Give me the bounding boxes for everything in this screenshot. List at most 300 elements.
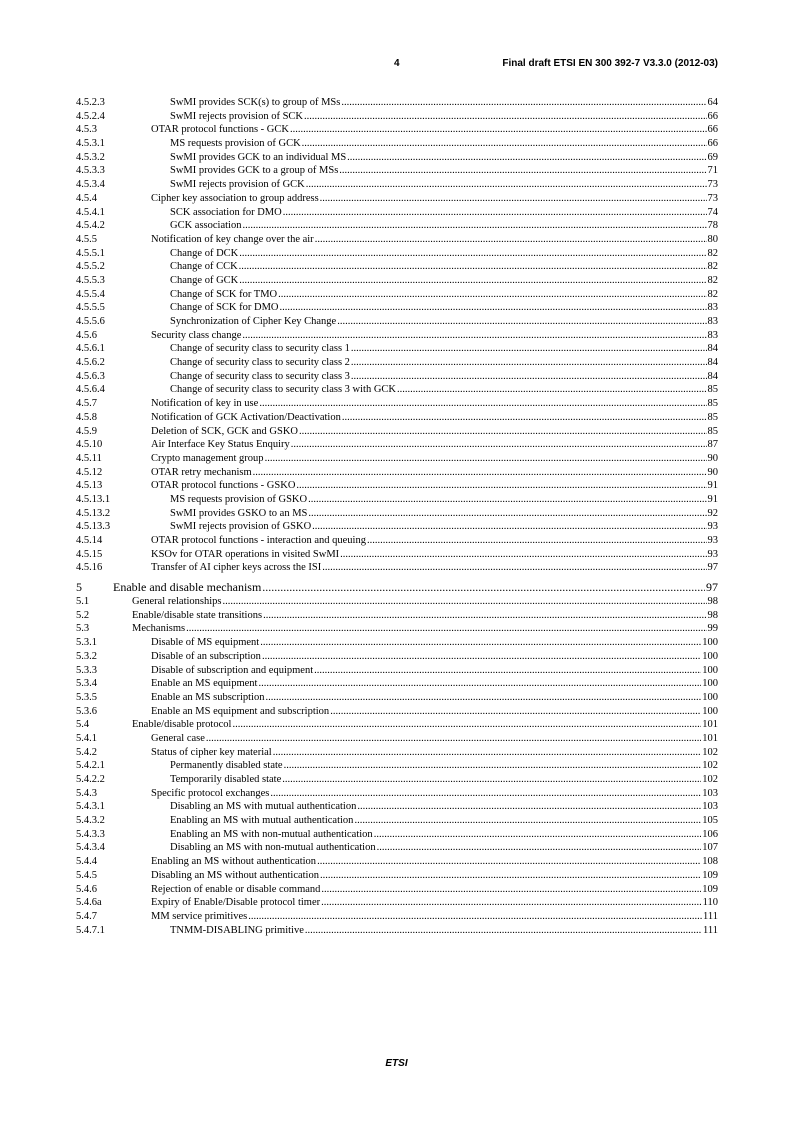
toc-entry[interactable] bbox=[76, 650, 718, 664]
dot-leader bbox=[306, 178, 707, 192]
dot-leader bbox=[374, 828, 702, 842]
toc-entry-title: SwMI provides GSKO to an MS bbox=[170, 507, 308, 519]
toc-entry-line bbox=[151, 479, 718, 493]
toc-entry-page: 97 bbox=[707, 562, 718, 574]
toc-entry-line bbox=[170, 137, 718, 151]
toc-entry[interactable] bbox=[76, 438, 718, 452]
toc-entry[interactable] bbox=[76, 520, 718, 534]
toc-entry-number: 4.5.3.2 bbox=[76, 151, 105, 163]
toc-entry[interactable] bbox=[76, 746, 718, 760]
toc-entry-line bbox=[170, 924, 718, 938]
dot-leader bbox=[302, 137, 707, 151]
toc-entry-number: 4.5.8 bbox=[76, 411, 97, 423]
toc-entry[interactable] bbox=[76, 814, 718, 828]
toc-entry[interactable] bbox=[76, 896, 718, 910]
toc-entry-number: 4.5.3.3 bbox=[76, 165, 105, 177]
toc-entry-number: 4.5.6.1 bbox=[76, 343, 105, 355]
toc-entry-page: 103 bbox=[702, 801, 718, 813]
toc-entry-title: Notification of key change over the air bbox=[151, 233, 314, 245]
toc-entry-number: 5.4.3.1 bbox=[76, 801, 105, 813]
toc-entry[interactable] bbox=[76, 206, 718, 220]
toc-entry-line bbox=[170, 96, 718, 110]
toc-entry-title: Change of GCK bbox=[170, 274, 239, 286]
toc-entry-page: 102 bbox=[702, 760, 718, 772]
toc-entry-title: Permanently disabled state bbox=[170, 760, 283, 772]
document-title: Final draft ETSI EN 300 392-7 V3.3.0 (2012-03) bbox=[502, 58, 718, 69]
toc-entry-line bbox=[170, 356, 718, 370]
toc-entry-number: 5.4.6 bbox=[76, 883, 97, 895]
toc-entry[interactable] bbox=[76, 580, 718, 595]
toc-entry-page: 98 bbox=[707, 609, 718, 621]
toc-entry-title: Enabling an MS without authentication bbox=[151, 856, 317, 868]
toc-entry-line bbox=[151, 548, 718, 562]
toc-entry[interactable] bbox=[76, 479, 718, 493]
toc-entry-number: 5.3.5 bbox=[76, 691, 97, 703]
dot-leader bbox=[282, 773, 701, 787]
toc-entry-page: 111 bbox=[703, 910, 718, 922]
toc-entry-page: 82 bbox=[707, 261, 718, 273]
toc-entry-page: 100 bbox=[702, 650, 718, 662]
dot-leader bbox=[351, 356, 707, 370]
toc-entry-number: 5.1 bbox=[76, 596, 90, 608]
toc-entry-line bbox=[151, 691, 718, 705]
toc-entry-line bbox=[170, 260, 718, 274]
dot-leader bbox=[397, 383, 707, 397]
dot-leader bbox=[280, 301, 707, 315]
dot-leader bbox=[206, 732, 701, 746]
dot-leader bbox=[367, 534, 707, 548]
toc-entry[interactable] bbox=[76, 288, 718, 302]
toc-entry-number: 4.5.11 bbox=[76, 452, 102, 464]
dot-leader bbox=[339, 164, 706, 178]
toc-entry-line bbox=[170, 247, 718, 261]
toc-entry-title: Security class change bbox=[151, 329, 242, 341]
toc-entry[interactable] bbox=[76, 924, 718, 938]
toc-entry-page: 92 bbox=[707, 507, 718, 519]
dot-leader bbox=[186, 622, 706, 636]
toc-entry-page: 91 bbox=[707, 493, 718, 505]
dot-leader bbox=[304, 110, 707, 124]
toc-entry-number: 4.5.5.4 bbox=[76, 288, 105, 300]
dot-leader bbox=[291, 438, 707, 452]
toc-entry[interactable] bbox=[76, 595, 718, 609]
toc-entry-number: 5.2 bbox=[76, 609, 90, 621]
dot-leader bbox=[265, 691, 701, 705]
toc-entry-page: 85 bbox=[707, 398, 718, 410]
toc-entry[interactable] bbox=[76, 828, 718, 842]
toc-entry-page: 103 bbox=[702, 787, 718, 799]
toc-entry-page: 100 bbox=[702, 691, 718, 703]
dot-leader bbox=[330, 705, 701, 719]
toc-entry[interactable] bbox=[76, 677, 718, 691]
toc-entry[interactable] bbox=[76, 841, 718, 855]
toc-entry-number: 5.4.3.2 bbox=[76, 815, 105, 827]
toc-entry-line bbox=[151, 855, 718, 869]
toc-entry-page: 98 bbox=[707, 596, 718, 608]
toc-entry-line bbox=[132, 595, 718, 609]
toc-entry-page: 107 bbox=[702, 842, 718, 854]
toc-entry[interactable] bbox=[76, 192, 718, 206]
toc-entry[interactable] bbox=[76, 773, 718, 787]
toc-entry-page: 71 bbox=[707, 165, 718, 177]
toc-entry[interactable] bbox=[76, 466, 718, 480]
toc-entry[interactable] bbox=[76, 356, 718, 370]
dot-leader bbox=[377, 841, 702, 855]
toc-entry[interactable] bbox=[76, 233, 718, 247]
toc-entry[interactable] bbox=[76, 534, 718, 548]
toc-entry-page: 93 bbox=[707, 548, 718, 560]
toc-entry-number: 4.5.5.6 bbox=[76, 316, 105, 327]
dot-leader bbox=[317, 855, 701, 869]
toc-entry-title: SwMI provides GCK to an individual MS bbox=[170, 151, 347, 163]
toc-entry-line bbox=[170, 383, 718, 397]
toc-entry-line bbox=[170, 370, 718, 384]
toc-entry-line bbox=[170, 828, 718, 842]
toc-entry-title: Enable and disable mechanism bbox=[113, 580, 262, 595]
toc-entry[interactable] bbox=[76, 452, 718, 466]
toc-entry[interactable] bbox=[76, 342, 718, 356]
toc-entry-title: Expiry of Enable/Disable protocol timer bbox=[151, 897, 321, 909]
toc-entry-number: 4.5.12 bbox=[76, 466, 103, 478]
dot-leader bbox=[262, 650, 701, 664]
dot-leader bbox=[270, 787, 701, 801]
dot-leader bbox=[260, 636, 701, 650]
dot-leader bbox=[351, 342, 707, 356]
toc-entry-number: 5.4.2.2 bbox=[76, 774, 105, 785]
toc-entry[interactable] bbox=[76, 397, 718, 411]
toc-entry-page: 85 bbox=[707, 411, 718, 423]
toc-entry-number: 4.5.9 bbox=[76, 425, 97, 437]
toc-entry-page: 105 bbox=[702, 815, 718, 827]
toc-entry-page: 93 bbox=[707, 535, 718, 546]
toc-entry-title: Disable of subscription and equipment bbox=[151, 664, 314, 676]
toc-entry-page: 91 bbox=[707, 480, 718, 492]
dot-leader bbox=[232, 718, 701, 732]
toc-entry-number: 4.5.5.2 bbox=[76, 261, 105, 273]
toc-entry-number: 5.4.3 bbox=[76, 787, 97, 799]
dot-leader bbox=[239, 260, 707, 274]
dot-leader bbox=[290, 123, 707, 137]
toc-entry-number: 4.5.10 bbox=[76, 439, 103, 451]
toc-entry-line bbox=[151, 411, 718, 425]
toc-entry-page: 82 bbox=[707, 247, 718, 259]
toc-entry[interactable] bbox=[76, 96, 718, 110]
dot-leader bbox=[299, 425, 707, 439]
toc-entry-title: SwMI provides GCK to a group of MSs bbox=[170, 165, 339, 177]
toc-entry-line bbox=[151, 233, 718, 247]
toc-entry-line bbox=[151, 910, 718, 924]
toc-entry-number: 4.5.13.3 bbox=[76, 521, 111, 533]
dot-leader bbox=[315, 233, 707, 247]
toc-entry-line bbox=[151, 746, 718, 760]
toc-entry[interactable] bbox=[76, 561, 718, 575]
toc-entry-number: 5.3.3 bbox=[76, 664, 97, 676]
toc-entry-title: General case bbox=[151, 732, 205, 744]
toc-entry[interactable] bbox=[76, 718, 718, 732]
toc-entry-page: 84 bbox=[707, 370, 718, 382]
toc-entry[interactable] bbox=[76, 151, 718, 165]
dot-leader bbox=[242, 219, 706, 233]
toc-entry-title: Mechanisms bbox=[132, 623, 186, 635]
toc-entry-page: 82 bbox=[707, 288, 718, 300]
toc-entry[interactable] bbox=[76, 178, 718, 192]
toc-entry-number: 5.4.3.3 bbox=[76, 828, 105, 840]
toc-entry[interactable] bbox=[76, 883, 718, 897]
dot-leader bbox=[308, 493, 706, 507]
toc-entry-number: 5.4.6a bbox=[76, 897, 102, 909]
toc-entry-page: 110 bbox=[702, 897, 718, 909]
toc-entry-title: TNMM-DISABLING primitive bbox=[170, 924, 304, 936]
toc-entry-line bbox=[132, 718, 718, 732]
toc-entry-number: 4.5.6.2 bbox=[76, 357, 105, 369]
toc-entry-number: 5.3.2 bbox=[76, 650, 97, 662]
toc-entry-title: SwMI rejects provision of GSKO bbox=[170, 521, 312, 533]
toc-entry-title: OTAR protocol functions - GSKO bbox=[151, 480, 296, 492]
toc-entry-title: Disabling an MS without authentication bbox=[151, 869, 319, 881]
toc-entry-line bbox=[170, 493, 718, 507]
toc-entry-number: 5.4.4 bbox=[76, 856, 97, 868]
toc-entry[interactable] bbox=[76, 493, 718, 507]
toc-entry-page: 66 bbox=[707, 138, 718, 150]
toc-entry-line bbox=[170, 759, 718, 773]
toc-entry-page: 102 bbox=[702, 746, 718, 758]
toc-entry-page: 84 bbox=[707, 357, 718, 369]
dot-leader bbox=[308, 507, 706, 521]
toc-entry-number: 4.5.3.4 bbox=[76, 179, 105, 191]
toc-entry-number: 4.5.4.1 bbox=[76, 206, 105, 218]
toc-entry-number: 4.5.4 bbox=[76, 192, 97, 204]
toc-entry-line bbox=[151, 732, 718, 746]
toc-entry-line bbox=[151, 664, 718, 678]
toc-entry[interactable] bbox=[76, 219, 718, 233]
toc-entry-page: 93 bbox=[707, 521, 718, 533]
toc-entry-title: SwMI rejects provision of GCK bbox=[170, 179, 305, 191]
toc-entry[interactable] bbox=[76, 247, 718, 261]
toc-entry-number: 5.3 bbox=[76, 623, 90, 635]
toc-entry-page: 69 bbox=[707, 151, 718, 163]
toc-entry-title: MS requests provision of GCK bbox=[170, 138, 301, 150]
dot-leader bbox=[273, 746, 702, 760]
toc-entry[interactable] bbox=[76, 370, 718, 384]
toc-entry-number: 5.3.4 bbox=[76, 678, 97, 690]
toc-entry-number: 4.5.13.1 bbox=[76, 493, 111, 505]
toc-entry-title: Change of security class to security class 3 with GCK bbox=[170, 384, 396, 396]
toc-entry[interactable] bbox=[76, 274, 718, 288]
toc-entry[interactable] bbox=[76, 759, 718, 773]
toc-entry-title: MM service primitives bbox=[151, 910, 248, 922]
toc-entry-page: 97 bbox=[706, 580, 718, 595]
toc-entry-title: Enabling an MS with mutual authentication bbox=[170, 815, 354, 827]
toc-entry-number: 4.5.3 bbox=[76, 124, 97, 136]
toc-entry-line bbox=[170, 342, 718, 356]
toc-entry-line bbox=[151, 705, 718, 719]
toc-entry[interactable] bbox=[76, 636, 718, 650]
toc-entry-title: SwMI rejects provision of SCK bbox=[170, 110, 303, 122]
toc-entry-title: Synchronization of Cipher Key Change bbox=[170, 316, 337, 327]
dot-leader bbox=[239, 247, 706, 261]
toc-entry[interactable] bbox=[76, 855, 718, 869]
toc-entry[interactable] bbox=[76, 664, 718, 678]
toc-entry-title: Temporarily disabled state bbox=[170, 774, 282, 785]
toc-entry-number: 5.4 bbox=[76, 719, 90, 731]
toc-entry-line bbox=[170, 219, 718, 233]
toc-entry[interactable] bbox=[76, 548, 718, 562]
toc-entry[interactable] bbox=[76, 622, 718, 636]
toc-entry[interactable] bbox=[76, 329, 718, 343]
toc-entry-title: SwMI provides SCK(s) to group of MSs bbox=[170, 97, 341, 108]
toc-entry-number: 4.5.15 bbox=[76, 548, 103, 560]
toc-entry-line bbox=[151, 425, 718, 439]
toc-entry-line bbox=[151, 561, 718, 575]
toc-entry-number: 5.4.1 bbox=[76, 732, 97, 744]
toc-entry[interactable] bbox=[76, 411, 718, 425]
dot-leader bbox=[321, 896, 702, 910]
toc-entry-title: MS requests provision of GSKO bbox=[170, 493, 308, 505]
toc-entry-number: 5.3.1 bbox=[76, 637, 97, 649]
toc-entry-number: 5.4.7 bbox=[76, 910, 97, 922]
toc-entry[interactable] bbox=[76, 705, 718, 719]
toc-entry-line bbox=[170, 206, 718, 220]
dot-leader bbox=[357, 800, 701, 814]
toc-entry[interactable] bbox=[76, 164, 718, 178]
toc-entry-number: 5 bbox=[76, 580, 82, 595]
toc-entry-page: 83 bbox=[707, 302, 718, 314]
toc-entry[interactable] bbox=[76, 869, 718, 883]
toc-entry-number: 4.5.16 bbox=[76, 562, 103, 574]
toc-entry-number: 4.5.6.4 bbox=[76, 384, 105, 396]
toc-entry-line bbox=[170, 151, 718, 165]
toc-entry[interactable] bbox=[76, 383, 718, 397]
toc-entry-title: Change of security class to security class 1 bbox=[170, 343, 350, 355]
toc-entry[interactable] bbox=[76, 910, 718, 924]
dot-leader bbox=[283, 206, 707, 220]
toc-entry-line bbox=[151, 677, 718, 691]
page-number: 4 bbox=[394, 58, 400, 69]
toc-entry-line bbox=[170, 301, 718, 315]
toc-entry[interactable] bbox=[76, 137, 718, 151]
toc-entry[interactable] bbox=[76, 609, 718, 623]
toc-entry-line bbox=[151, 534, 718, 548]
dot-leader bbox=[320, 192, 707, 206]
toc-entry-title: Enable an MS equipment bbox=[151, 678, 258, 690]
toc-entry-line bbox=[151, 397, 718, 411]
toc-entry-line bbox=[170, 315, 718, 329]
toc-entry[interactable] bbox=[76, 123, 718, 137]
toc-entry-line bbox=[170, 164, 718, 178]
toc-entry-line bbox=[151, 896, 718, 910]
toc-entry-line bbox=[151, 329, 718, 343]
toc-entry-line bbox=[170, 814, 718, 828]
toc-entry-title: Notification of GCK Activation/Deactivation bbox=[151, 411, 341, 423]
toc-entry-number: 4.5.5 bbox=[76, 233, 97, 245]
toc-entry-line bbox=[151, 438, 718, 452]
toc-entry-title: Crypto management group bbox=[151, 452, 264, 464]
toc-entry[interactable] bbox=[76, 425, 718, 439]
toc-entry-line bbox=[151, 452, 718, 466]
toc-entry-page: 109 bbox=[702, 869, 718, 881]
toc-entry-number: 4.5.2.3 bbox=[76, 97, 105, 108]
toc-entry-title: Disabling an MS with non-mutual authentication bbox=[170, 842, 376, 854]
toc-entry-page: 100 bbox=[702, 705, 718, 717]
toc-entry-line bbox=[170, 800, 718, 814]
toc-entry[interactable] bbox=[76, 301, 718, 315]
dot-leader bbox=[341, 96, 706, 110]
toc-entry-page: 90 bbox=[707, 466, 718, 478]
toc-entry-number: 4.5.4.2 bbox=[76, 220, 105, 232]
toc-entry-page: 78 bbox=[707, 220, 718, 232]
toc-entry-line bbox=[132, 609, 718, 623]
toc-entry-line bbox=[151, 123, 718, 137]
toc-entry-page: 73 bbox=[707, 192, 718, 204]
dot-leader bbox=[340, 548, 706, 562]
toc-entry-page: 101 bbox=[702, 719, 718, 731]
toc-entry-page: 85 bbox=[707, 425, 718, 437]
toc-entry[interactable] bbox=[76, 110, 718, 124]
toc-entry-page: 102 bbox=[702, 774, 718, 785]
toc-entry-title: Deletion of SCK, GCK and GSKO bbox=[151, 425, 298, 437]
toc-entry-page: 99 bbox=[707, 623, 718, 635]
toc-entry[interactable] bbox=[76, 691, 718, 705]
dot-leader bbox=[284, 759, 702, 773]
toc-entry-number: 4.5.5.1 bbox=[76, 247, 105, 259]
toc-entry-title: OTAR protocol functions - GCK bbox=[151, 124, 289, 136]
dot-leader bbox=[347, 151, 706, 165]
toc-entry-line bbox=[170, 288, 718, 302]
toc-entry-number: 4.5.14 bbox=[76, 535, 103, 546]
toc-entry-line bbox=[151, 869, 718, 883]
dot-leader bbox=[342, 411, 707, 425]
toc-entry[interactable] bbox=[76, 800, 718, 814]
toc-entry-title: Change of DCK bbox=[170, 247, 239, 259]
toc-entry-title: Rejection of enable or disable command bbox=[151, 883, 321, 895]
toc-entry-page: 83 bbox=[707, 329, 718, 341]
toc-entry-number: 4.5.5.3 bbox=[76, 274, 105, 286]
toc-entry-page: 106 bbox=[702, 828, 718, 840]
toc-entry-line bbox=[113, 580, 718, 595]
toc-entry-title: GCK association bbox=[170, 220, 242, 232]
dot-leader bbox=[351, 370, 707, 384]
toc-entry-title: Change of CCK bbox=[170, 261, 238, 273]
toc-entry[interactable] bbox=[76, 732, 718, 746]
toc-entry[interactable] bbox=[76, 260, 718, 274]
toc-entry-page: 85 bbox=[707, 384, 718, 396]
toc-entry-page: 64 bbox=[707, 97, 718, 108]
toc-entry-number: 4.5.13.2 bbox=[76, 507, 111, 519]
toc-entry-line bbox=[170, 110, 718, 124]
toc-entry-title: Enable/disable protocol bbox=[132, 719, 232, 731]
toc-entry[interactable] bbox=[76, 787, 718, 801]
toc-entry[interactable] bbox=[76, 507, 718, 521]
toc-entry-number: 4.5.6 bbox=[76, 329, 97, 341]
dot-leader bbox=[265, 452, 707, 466]
toc-entry-page: 66 bbox=[707, 110, 718, 122]
toc-entry-page: 90 bbox=[707, 452, 718, 464]
page-footer: ETSI bbox=[385, 1058, 408, 1069]
dot-leader bbox=[262, 580, 705, 595]
toc-entry-title: Specific protocol exchanges bbox=[151, 787, 270, 799]
toc-entry-number: 4.5.3.1 bbox=[76, 138, 105, 150]
toc-entry-line bbox=[170, 520, 718, 534]
toc-entry-title: Disable of MS equipment bbox=[151, 637, 260, 649]
toc-entry[interactable] bbox=[76, 315, 718, 329]
toc-entry-page: 83 bbox=[707, 316, 718, 327]
toc-entry-title: Change of SCK for TMO bbox=[170, 288, 278, 300]
toc-entry-title: OTAR protocol functions - interaction and queuing bbox=[151, 535, 366, 546]
toc-entry-title: KSOv for OTAR operations in visited SwMI bbox=[151, 548, 340, 560]
dot-leader bbox=[314, 664, 701, 678]
toc-entry-line bbox=[170, 773, 718, 787]
toc-entry-line bbox=[170, 178, 718, 192]
